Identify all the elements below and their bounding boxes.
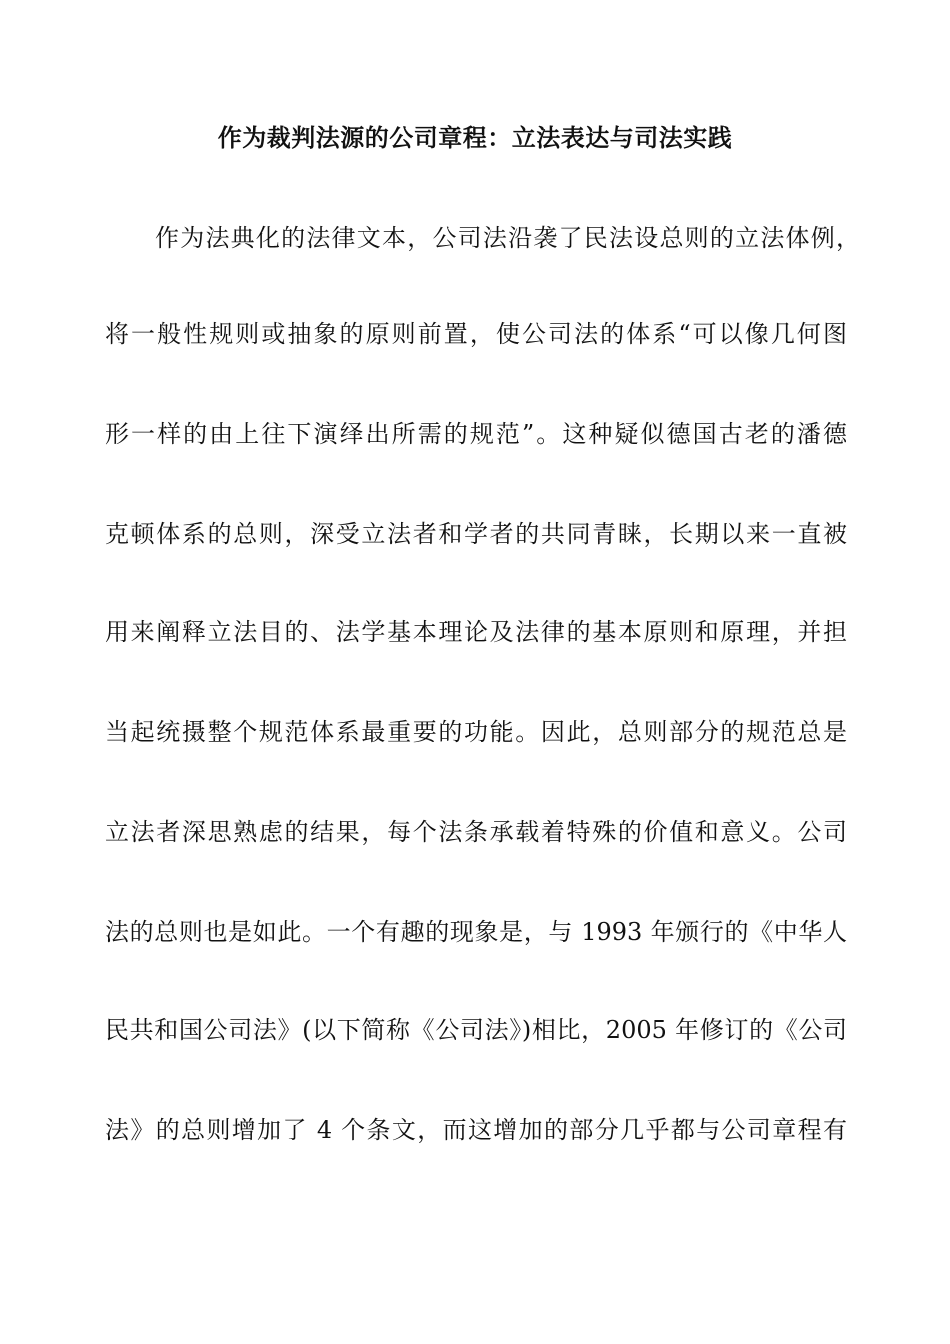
paragraph-line-6: 当起统摄整个规范体系最重要的功能。因此，总则部分的规范总是: [105, 718, 847, 746]
paragraph-line-1: 作为法典化的法律文本，公司法沿袭了民法设总则的立法体例，: [155, 224, 860, 252]
paragraph-line-2: 将一般性规则或抽象的原则前置，使公司法的体系“可以像几何图: [105, 320, 847, 348]
paragraph-line-5: 用来阐释立法目的、法学基本理论及法律的基本原则和原理，并担: [105, 618, 847, 646]
paragraph-line-7: 立法者深思熟虑的结果，每个法条承载着特殊的价值和意义。公司: [105, 818, 847, 846]
paragraph-line-3: 形一样的由上往下演绎出所需的规范”。这种疑似德国古老的潘德: [105, 420, 847, 448]
document-title: 作为裁判法源的公司章程：立法表达与司法实践: [217, 123, 733, 152]
paragraph-line-10: 法》的总则增加了 4 个条文，而这增加的部分几乎都与公司章程有: [105, 1116, 847, 1144]
paragraph-line-9: 民共和国公司法》(以下简称《公司法》)相比，2005 年修订的《公司: [105, 1016, 847, 1044]
paragraph-line-8: 法的总则也是如此。一个有趣的现象是，与 1993 年颁行的《中华人: [105, 918, 847, 946]
paragraph-line-4: 克顿体系的总则，深受立法者和学者的共同青睐，长期以来一直被: [105, 520, 847, 548]
